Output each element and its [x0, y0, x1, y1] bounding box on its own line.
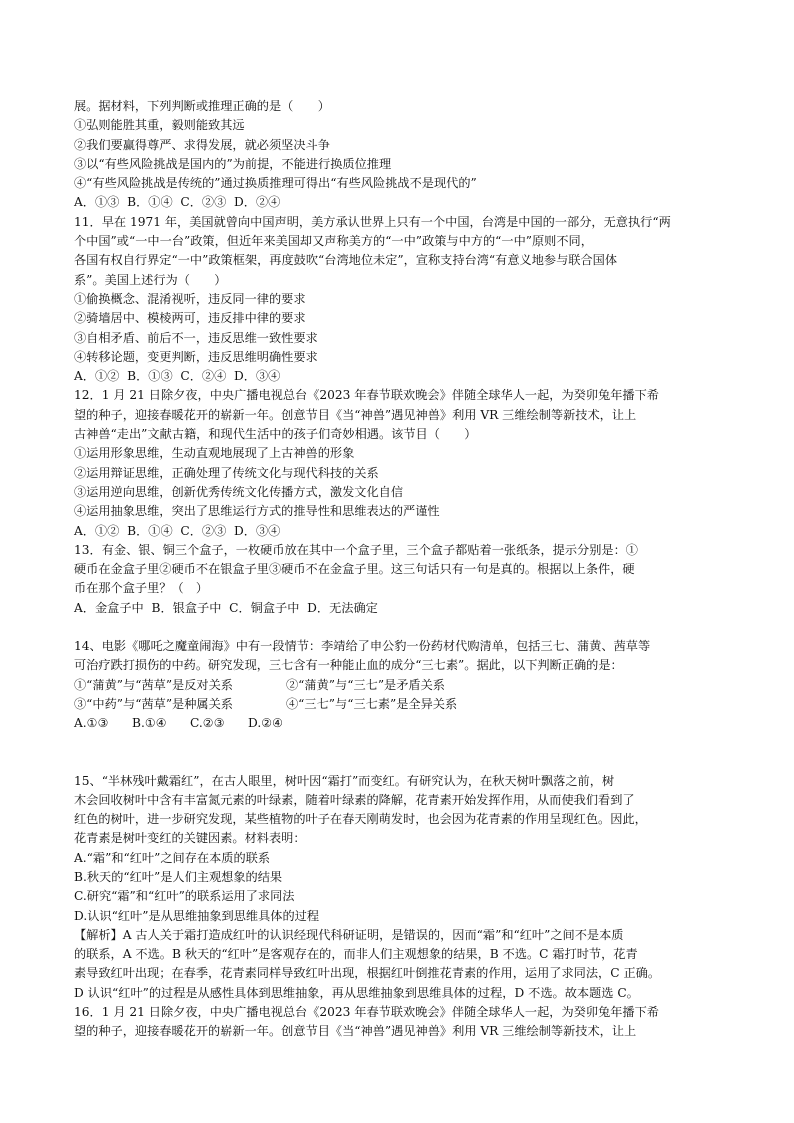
option-2: ②运用辩证思维，正确处理了传统文化与现代科技的关系 — [74, 465, 379, 480]
answer-choices — [74, 714, 722, 733]
option-1: ①弘则能胜其重，毅则能致其远 — [74, 118, 245, 133]
option-4: ④运用抽象思维，突出了思维运行方式的推导性和思维表达的严谨性 — [74, 504, 440, 519]
question-stem-line: 红色的树叶，进一步研究发现，某些植物的叶子在春天刚萌发时，也会因为花青素的作用呈现红色。因此， — [74, 812, 647, 827]
question-stem-line: 11．早在 1971 年，美国就曾向中国声明，美方承认世界上只有一个中国，台湾是中国的一部分，无意执行“两 — [74, 214, 671, 229]
option-2: ②我们要赢得尊严、求得发展，就必须坚决斗争 — [74, 137, 330, 152]
analysis-line: 的联系，A 不选。B 秋天的“红叶”是客观存在的，而非人们主观想象的结果，B 不选。C 霜打时节，花青 — [74, 947, 638, 962]
question-14 — [74, 637, 722, 733]
question-stem-line: 望的种子，迎接春暖花开的崭新一年。创意节目《当“神兽”遇见神兽》利用 VR 三维绘制等新技术，让上 — [74, 407, 637, 422]
question-stem-line: 12．1 月 21 日除夕夜，中央广播电视总台《2023 年春节联欢晚会》伴随全球华人一起，为癸卯兔年播下希 — [74, 388, 659, 403]
question-stem-line: 16．1 月 21 日除夕夜，中央广播电视总台《2023 年春节联欢晚会》伴随全球华人一起，为癸卯兔年播下希 — [74, 1005, 659, 1020]
question-stem-line: 可治疗跌打损伤的中药。研究发现，三七含有一种能止血的成分“三七素”。据此，以下判断正确的是： — [74, 658, 623, 673]
option-4: ④转移论题，变更判断，违反思维明确性要求 — [74, 349, 318, 364]
question-stem-line: 望的种子，迎接春暖花开的崭新一年。创意节目《当“神兽”遇见神兽》利用 VR 三维绘制等新技术，让上 — [74, 1024, 637, 1039]
analysis-line: 素导致红叶出现；在春季，花青素同样导致红叶出现，根据红叶倒推花青素的作用，运用了求同法，C 正确。 — [74, 966, 661, 981]
question-stem-line: 14、电影《哪吒之魔童闹海》中有一段情节：李靖给了申公豹一份药材代购清单，包括三七、蒲黄、茜草等 — [74, 639, 651, 654]
question-stem-line: 展。据材料，下列判断或推理正确的是（ ） — [74, 99, 330, 113]
answer-choices: A．①② B．①④ C．②③ D．③④ — [74, 523, 281, 538]
question-stem-line: 木会回收树叶中含有丰富氮元素的叶绿素，随着叶绿素的降解，花青素开始发挥作用，从而使我们看到了 — [74, 792, 635, 807]
option-4: ④“三七”与“三七素”是全异关系 — [286, 696, 458, 711]
question-stem-line: 个中国”或“一中一台”政策，但近年来美国却又声称美方的“一中”政策与中方的“一中”原则不同， — [74, 234, 593, 249]
answer-d: D.②④ — [248, 716, 284, 731]
option-2: ②“蒲黄”与“三七”是矛盾关系 — [286, 677, 445, 692]
document-page — [74, 97, 722, 1042]
analysis-line: D 认识“红叶”的过程是从感性具体到思维抽象，再从思维抽象到思维具体的过程，D 不选。故本题选 C。 — [74, 985, 639, 1000]
question-stem-line: 币在那个盒子里？（ ） — [74, 581, 209, 596]
answer-choices: A．金盒子中 B．银盒子中 C．铜盒子中 D．无法确定 — [74, 600, 378, 615]
question-10 — [74, 97, 722, 213]
option-3: ③自相矛盾、前后不一，违反思维一致性要求 — [74, 330, 318, 345]
option-b: B.秋天的“红叶”是人们主观想象的结果 — [74, 869, 283, 884]
option-4: ④“有些风险挑战是传统的”通过换质推理可得出“有些风险挑战不是现代的” — [74, 176, 477, 191]
answer-b: B.①④ — [132, 716, 167, 731]
option-c: C.研究“霜”和“红叶”的联系运用了求同法 — [74, 889, 295, 904]
spacer — [74, 734, 722, 753]
option-3: ③运用逆向思维，创新优秀传统文化传播方式，激发文化自信 — [74, 484, 404, 499]
option-3: ③以“有些风险挑战是国内的”为前提，不能进行换质位推理 — [74, 156, 392, 171]
option-1: ①“蒲黄”与“茜草”是反对关系 — [74, 677, 233, 692]
option-2: ②骑墙居中、模棱两可，违反排中律的要求 — [74, 311, 306, 326]
option-row — [74, 695, 722, 714]
question-stem-line: 各国有权自行界定“一中”政策框架，再度鼓吹“台湾地位未定”，宣称支持台湾“有意义地参与联合国体 — [74, 253, 618, 268]
question-stem-line: 15、“半林残叶戴霜红”，在古人眼里，树叶因“霜打”而变红。有研究认为，在秋天树叶飘落之前，树 — [74, 773, 615, 788]
question-stem-line: 系”。美国上述行为（ ） — [74, 272, 227, 287]
spacer — [74, 753, 722, 772]
question-stem-line: 花青素是树叶变红的关键因素。材料表明： — [74, 831, 306, 846]
question-stem-line: 13．有金、银、铜三个盒子，一枚硬币放在其中一个盒子里，三个盒子都贴着一张纸条，提示分别是：① — [74, 542, 638, 557]
question-11 — [74, 213, 722, 387]
question-16 — [74, 1003, 722, 1042]
question-stem-line: 硬币在金盒子里②硬币不在银盒子里③硬币不在金盒子里。这三句话只有一句是真的。根据以上条件，硬 — [74, 562, 635, 577]
option-1: ①运用形象思维，生动直观地展现了上古神兽的形象 — [74, 446, 355, 461]
analysis-line: 【解析】A 古人关于霜打造成红叶的认识经现代科研证明，是错误的，因而“霜”和“红叶”之间不是本质 — [74, 927, 624, 942]
option-d: D.认识“红叶”是从思维抽象到思维具体的过程 — [74, 908, 320, 923]
question-12 — [74, 386, 722, 540]
question-13 — [74, 541, 722, 618]
option-3: ③“中药”与“茜草”是种属关系 — [74, 696, 233, 711]
option-a: A.“霜”和“红叶”之间存在本质的联系 — [74, 850, 271, 865]
answer-a: A.①③ — [74, 716, 109, 731]
question-15 — [74, 772, 722, 1004]
answer-c: C.②③ — [190, 716, 225, 731]
answer-choices: A．①③ B．①④ C．②③ D．②④ — [74, 195, 281, 210]
option-row — [74, 676, 722, 695]
question-stem-line: 古神兽“走出”文献古籍，和现代生活中的孩子们奇妙相遇。该节目（ ） — [74, 427, 477, 442]
option-1: ①偷换概念、混淆视听，违反同一律的要求 — [74, 291, 306, 306]
answer-choices: A．①② B．①③ C．②④ D．③④ — [74, 369, 281, 384]
spacer — [74, 618, 722, 637]
